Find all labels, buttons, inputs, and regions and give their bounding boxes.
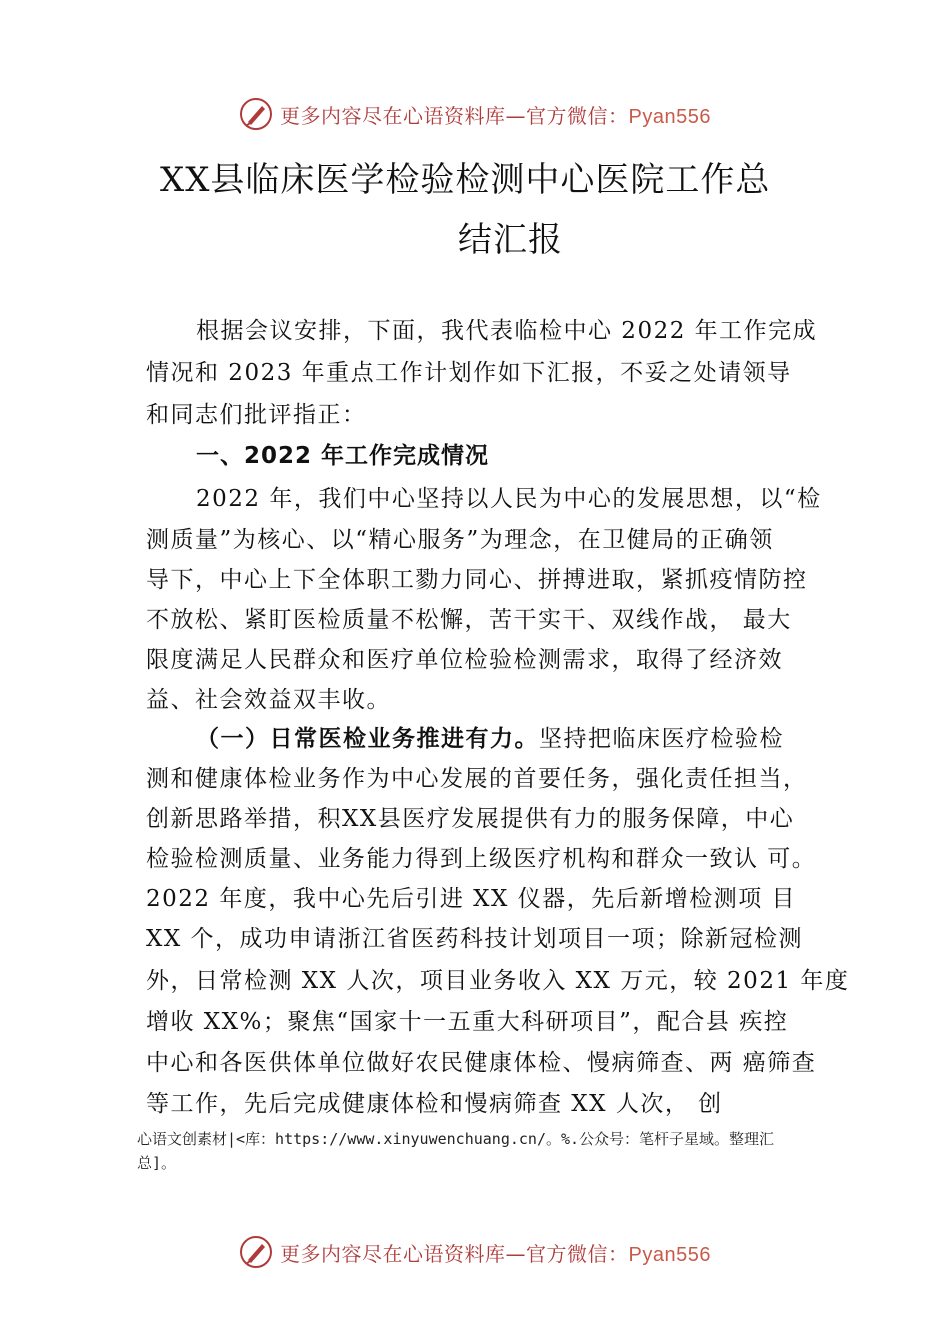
watermark-id: Pyan556 (628, 105, 711, 128)
watermark-text: 更多内容尽在心语资料库—官方微信：Pyan556 (280, 103, 711, 128)
para2-line-5: 2022 年度，我中心先后引进 XX 仪器，先后新增检测项 目 (146, 886, 797, 912)
watermark-id: Pyan556 (628, 1243, 711, 1266)
para2-line-6: XX 个，成功申请浙江省医药科技计划项目一项；除新冠检测 (146, 926, 804, 952)
watermark-header (238, 94, 738, 134)
pen-logo-icon (238, 1234, 274, 1270)
para2-line-8: 增收 XX%；聚焦“国家十一五重大科研项目”，配合县 疾控 (146, 1009, 789, 1035)
para2-line-7: 外，日常检测 XX 人次，项目业务收入 XX 万元，较 2021 年度 (146, 968, 850, 994)
para1-line-6: 益、社会效益双丰收。 (146, 687, 391, 713)
para2-line-3: 创新思路举措，积XX县医疗发展提供有力的服务保障，中心 (146, 806, 795, 832)
para1-line-3: 导下，中心上下全体职工勠力同心、拼搏进取，紧抓疫情防控 (146, 567, 808, 593)
document-title-line-1: XX县临床医学检验检测中心医院工作总 (160, 160, 771, 200)
intro-line-2: 情况和 2023 年重点工作计划作如下汇报，不妥之处请领导 (146, 360, 792, 386)
para2-line-9: 中心和各医供体单位做好农民健康体检、慢病筛查、两 癌筛查 (146, 1050, 817, 1076)
para2-line-1-rest: 坚持把临床医疗检验检 (539, 726, 784, 752)
pen-logo-icon (238, 96, 274, 132)
footer-note-line-2: 总]。 (137, 1154, 177, 1172)
para1-line-4: 不放松、紧盯医检质量不松懈，苦干实干、双线作战， 最大 (146, 607, 792, 633)
watermark-text: 更多内容尽在心语资料库—官方微信：Pyan556 (280, 1241, 711, 1266)
subsection-title-1: （一）日常医检业务推进有力。 (196, 726, 539, 752)
section-heading-1: 一、2022 年工作完成情况 (196, 443, 490, 469)
para2-line-4: 检验检测质量、业务能力得到上级医疗机构和群众一致认 可。 (146, 846, 817, 872)
intro-line-3: 和同志们批评指正： (146, 402, 367, 428)
document-title-line-2: 结汇报 (458, 220, 563, 260)
para1-line-1: 2022 年，我们中心坚持以人民为中心的发展思想，以“检 (196, 486, 822, 512)
para2-line-2: 测和健康体检业务作为中心发展的首要任务，强化责任担当， (146, 766, 808, 792)
watermark-footer (238, 1232, 738, 1272)
intro-line-1: 根据会议安排，下面，我代表临检中心 2022 年工作完成 (196, 318, 818, 344)
para1-line-2: 测质量”为核心、以“精心服务”为理念，在卫健局的正确领 (146, 527, 774, 553)
para2-line-1 (196, 720, 784, 753)
para2-line-10: 等工作，先后完成健康体检和慢病筛查 XX 人次， 创 (146, 1091, 723, 1117)
footer-note-line-1: 心语文创素材|<库：https://www.xinyuwenchuang.cn/。%.公众号：笔杆子星域。整理汇 (137, 1130, 775, 1148)
para1-line-5: 限度满足人民群众和医疗单位检验检测需求，取得了经济效 (146, 647, 783, 673)
